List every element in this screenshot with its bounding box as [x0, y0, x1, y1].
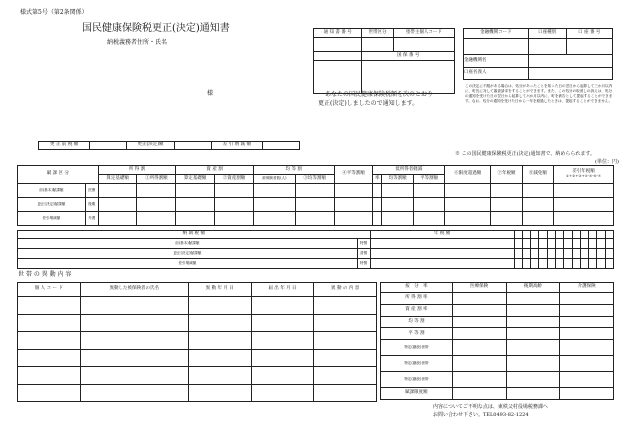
payment-header: 納 期 税 額 — [18, 231, 371, 239]
red-equal-header: 均等割額 — [382, 175, 413, 184]
page-title: 国民健康保険税更正(決定)通知書 — [82, 23, 230, 34]
reduced-header: ⑧減免額 — [522, 166, 553, 184]
bank-code-header: 金融機関コード — [464, 29, 529, 39]
household-header: ④平等割額 — [334, 166, 373, 184]
rates-header-3: 介護保険 — [560, 283, 614, 293]
income-amount-header: ①所得割額 — [137, 175, 176, 184]
year-tax-header: 年 税 額 — [370, 231, 514, 239]
code-cell — [393, 38, 454, 52]
tax-class-header: 賦 課 区 分 — [18, 166, 99, 184]
rates-row-5: 特定(継続)世帯 — [381, 356, 453, 372]
notice-number-cell — [314, 38, 362, 52]
notice-number-box — [313, 28, 455, 94]
deduct-label: 差引年税額 — [572, 169, 595, 174]
row-kinds-3: 介護 — [85, 212, 98, 226]
before-label: 更 正 前 税 額 — [39, 142, 90, 150]
rates-row-0: 所 得 割 率 — [381, 293, 453, 305]
diff-label: 差 引 増 減 額 — [211, 142, 262, 150]
legal-notes: この決定に不服がある場合は、処分があったことを知った日の翌日から起算して三か月以内に、町長に対して審査請求をすることができます。また、この処分の取消しの訴えは、処分の通知を受けた日の翌日から起算して六か月以内に、町を被告として提起することができます。なお、処分の通知を受けた日から一年を経過したときは、提起することができません。 — [465, 84, 613, 103]
income-header: 所 得 割 — [98, 166, 176, 175]
insurance-number-cell — [362, 61, 455, 94]
rates-row-6: 特定(継続)世帯 — [381, 372, 453, 388]
annual-header: ⑦年税額 — [491, 166, 522, 184]
bank-name-label: 金融機関名 — [464, 55, 529, 68]
bank-box — [463, 28, 613, 80]
base-assets-header: 算定基礎額 — [176, 175, 215, 184]
reduction-header: 低所得者軽減 — [373, 166, 445, 175]
rates-row-1: 資 産 割 率 — [381, 304, 453, 316]
diff-value — [263, 142, 300, 150]
rates-table — [380, 282, 614, 400]
pay-row-before: 前(基本)賦課額 — [18, 239, 358, 249]
revised-label: 更正(決定)額 — [127, 142, 174, 150]
limit-over-header: ⑥限度超過額 — [445, 166, 491, 184]
detail-table — [17, 282, 377, 402]
pay-kind-2: 普徴 — [357, 249, 370, 259]
equal-header: 均 等 割 — [253, 166, 334, 175]
insurance-number-header: 国 保 番 号 — [362, 52, 455, 61]
notice-number-header: 通 知 書 番 号 — [314, 29, 362, 38]
row-kinds-2: 後期 — [85, 198, 98, 212]
persons-header: 被保険者数(人) — [253, 175, 295, 184]
detail-header-code: 個 人 コ ー ド — [18, 283, 81, 297]
rates-header-0: 按 分 率 — [381, 283, 453, 293]
pay-kind-3: 特徴 — [357, 259, 370, 269]
account-number-header: 口 座 番 号 — [566, 29, 612, 39]
base-income-header: 算定基礎額 — [98, 175, 137, 184]
contact-line1: 内容についてご不明な点は、東秩父村役場税務課へ — [433, 404, 548, 410]
row-kinds-1: 医療 — [85, 184, 98, 198]
deduct-formula: ①+②+③+④-⑤-⑥-⑦ — [565, 173, 602, 178]
bank-code-cell — [464, 39, 529, 55]
deduct-header — [554, 166, 614, 184]
honorific: 様 — [207, 90, 214, 97]
bank-name-cell — [528, 55, 612, 68]
rates-header-2: 後期高齢 — [506, 283, 560, 293]
code-header: 塗帯主個人コード — [393, 29, 454, 38]
rates-row-4: 特定(継続)世帯 — [381, 340, 453, 356]
row-revised: 更正(決定)賦課額 — [18, 198, 86, 212]
household-class-header: 世帯区分 — [362, 29, 393, 38]
detail-header-content: 異 動 の 内 容 — [314, 283, 377, 297]
payment-table — [17, 230, 614, 269]
detail-header-name: 異動した被保険者の氏名 — [80, 283, 188, 297]
account-number-cell — [566, 39, 612, 55]
rates-row-7: 賦課限度額 — [381, 388, 453, 400]
account-holder-cell — [528, 68, 612, 80]
contact-line2: お問い合わせ下さい。TEL0493-82-1224 — [433, 412, 529, 418]
household-class-cell — [362, 38, 393, 52]
before-value — [90, 142, 127, 150]
row-diff: 差引増減額 — [18, 212, 86, 226]
account-type-header: 口座種別 — [528, 29, 566, 39]
asset-amount-header: ②資産割額 — [215, 175, 254, 184]
rates-header-1: 医療保険 — [452, 283, 506, 293]
red-rate-header: 率 — [373, 175, 382, 184]
detail-header-date: 異 動 年 月 日 — [188, 283, 251, 297]
pay-kind-1: 特徴 — [357, 239, 370, 249]
equal-amount-header: ③均等割額 — [295, 175, 334, 184]
message-line2: 更正(決定)しましたので通知します。 — [318, 100, 419, 107]
rates-row-3: 平 等 割 — [381, 328, 453, 340]
change-bar — [38, 141, 300, 150]
message-line1: あなたの国民健康保険税額を次のとおり — [325, 91, 434, 98]
account-type-cell — [528, 39, 566, 55]
revised-value — [174, 142, 211, 150]
box-blank-1 — [314, 61, 362, 94]
unit-label: (単位：円) — [595, 159, 619, 165]
assets-header: 資 産 割 — [176, 166, 254, 175]
detail-header-filed: 届 出 年 月 日 — [251, 283, 314, 297]
footnote: ※ この国民健康保険税更正(決定)通知書で、納めらられます。 — [455, 151, 595, 157]
red-household-header: 平等割額 — [413, 175, 444, 184]
insurance-number-blank — [314, 52, 362, 61]
rates-row-2: 均 等 割 — [381, 316, 453, 328]
detail-section-title: 世 帯 の 異 動 内 容 — [18, 271, 72, 278]
address-label: 納税義務者住所・氏名 — [107, 39, 168, 46]
pay-row-revised: 更正(決定)賦課額 — [18, 249, 358, 259]
form-number: 様式第5号（第2条関係） — [20, 9, 88, 16]
pay-row-diff: 差引増減額 — [18, 259, 358, 269]
tax-table — [17, 165, 614, 226]
account-holder-label: 口座名義人 — [464, 68, 529, 80]
row-before: 前(基本)賦課額 — [18, 184, 86, 198]
